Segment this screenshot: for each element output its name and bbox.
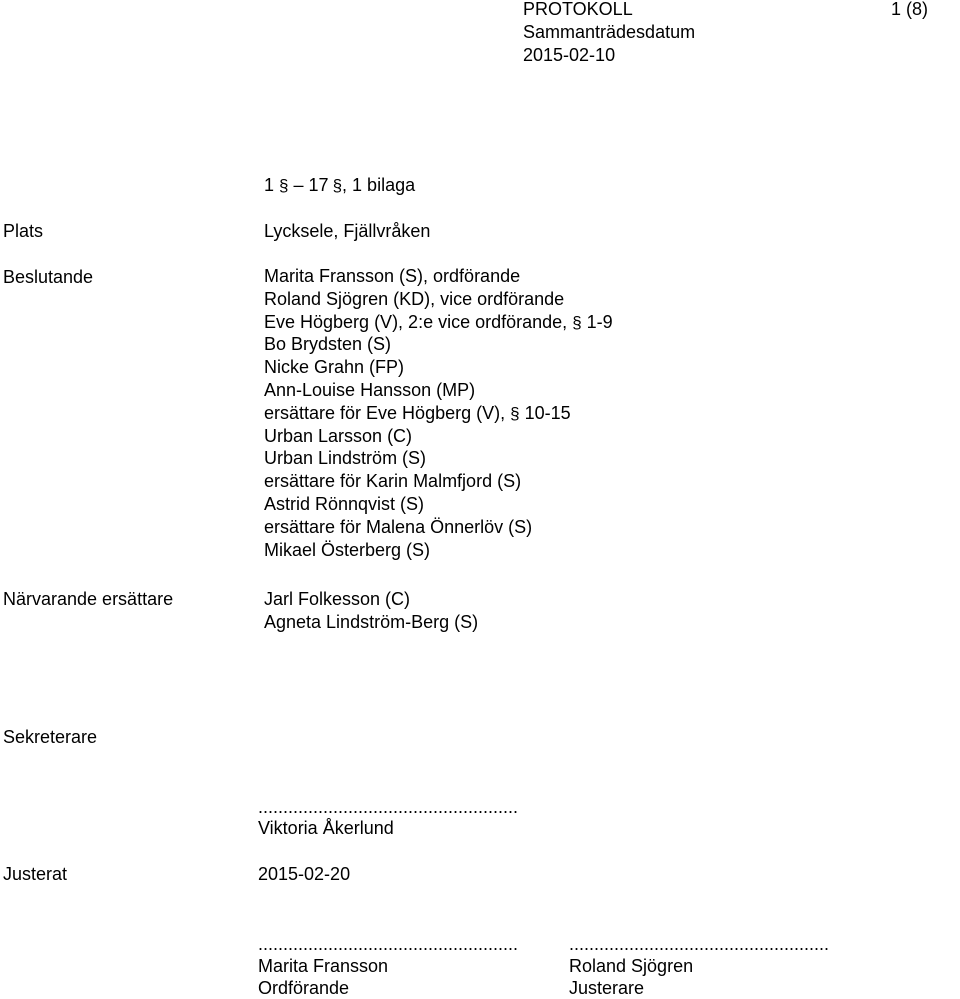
- paragraph-symbol-icon: §: [332, 176, 343, 195]
- list-item: Urban Lindström (S): [264, 448, 427, 469]
- paragraph-symbol-icon: §: [510, 403, 520, 423]
- list-item: Agneta Lindström-Berg (S): [264, 611, 479, 632]
- list-item: Ann-Louise Hansson (MP): [264, 379, 476, 400]
- paragraph-reference: 10-15: [524, 402, 571, 423]
- signatory-name: Roland Sjögren: [569, 956, 694, 976]
- paragraph-reference: 1-9: [586, 311, 613, 332]
- paragraph-suffix: , 1 bilaga: [342, 175, 416, 195]
- plats-value: Lycksele, Fjällvråken: [264, 221, 431, 241]
- list-item: Jarl Folkesson (C): [264, 589, 411, 609]
- plats-label: Plats: [3, 221, 44, 241]
- list-item: Marita Fransson (S), ordförande: [264, 266, 521, 286]
- signatory-role: Justerare: [569, 978, 645, 998]
- signature-line: ....................................................: [258, 797, 519, 817]
- narvarande-list: [264, 588, 478, 634]
- list-item: ersättare för Karin Malmfjord (S): [264, 471, 522, 492]
- beslutande-label: Beslutande: [3, 267, 94, 287]
- list-item: Bo Brydsten (S): [264, 334, 392, 355]
- list-item: Urban Larsson (C): [264, 425, 413, 446]
- signatory-name: Marita Fransson: [258, 956, 389, 976]
- signature-line: ....................................................: [569, 934, 830, 954]
- signature-line: ....................................................: [258, 934, 519, 954]
- paragraph-symbol-icon: §: [279, 176, 289, 195]
- sekreterare-name: Viktoria Åkerlund: [258, 818, 394, 838]
- paragraph-end: 17: [308, 175, 329, 195]
- signatory-role: Ordförande: [258, 978, 350, 998]
- list-item: Astrid Rönnqvist (S): [264, 493, 425, 514]
- document-type: PROTOKOLL: [523, 0, 633, 19]
- paragraph-range: [264, 174, 415, 197]
- list-item: Nicke Grahn (FP): [264, 357, 405, 378]
- justerat-date: 2015-02-20: [258, 864, 351, 884]
- list-item: Mikael Österberg (S): [264, 539, 431, 560]
- paragraph-start: 1: [264, 175, 275, 195]
- narvarande-label: Närvarande ersättare: [3, 589, 174, 609]
- meeting-date: 2015-02-10: [523, 45, 616, 65]
- beslutande-list: [264, 265, 613, 561]
- page-number: 1 (8): [891, 0, 929, 19]
- list-item: ersättare för Malena Önnerlöv (S): [264, 516, 533, 537]
- list-item: ersättare för Eve Högberg (V), § 10-15: [264, 402, 613, 425]
- sekreterare-label: Sekreterare: [3, 727, 98, 747]
- paragraph-dash: –: [293, 175, 304, 195]
- list-item: Roland Sjögren (KD), vice ordförande: [264, 288, 565, 309]
- meeting-date-label: Sammanträdesdatum: [523, 22, 696, 42]
- justerat-label: Justerat: [3, 864, 68, 884]
- paragraph-symbol-icon: §: [572, 312, 582, 332]
- list-item: Eve Högberg (V), 2:e vice ordförande, § 1-9: [264, 311, 613, 334]
